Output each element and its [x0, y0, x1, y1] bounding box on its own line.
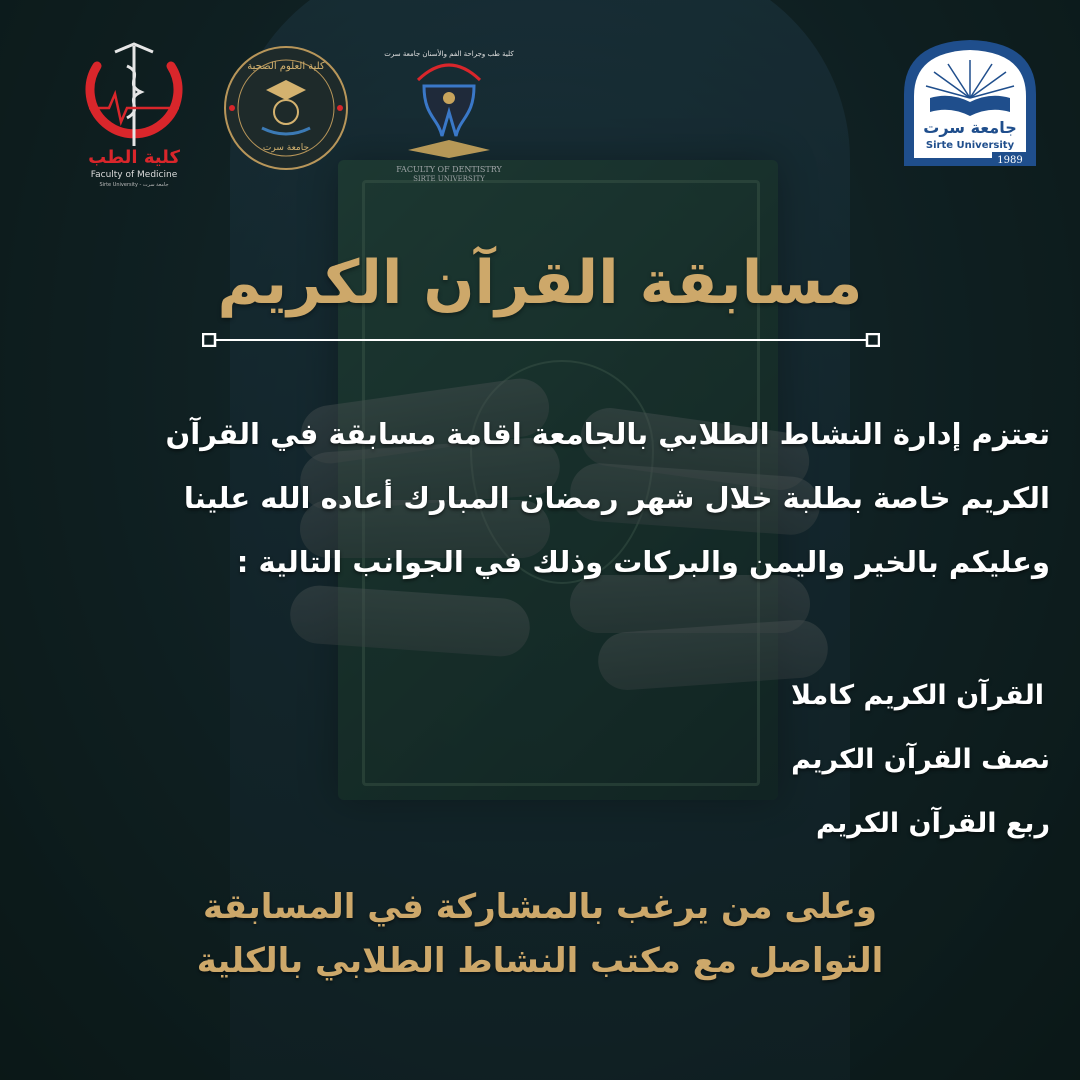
health-logo-university: جامعة سرت	[262, 143, 310, 153]
health-logo-ar: كلية العلوم الصحية	[247, 61, 325, 72]
intro-paragraph	[40, 402, 1050, 594]
sirte-logo-ar: جامعة سرت	[923, 118, 1017, 137]
health-sciences-logo	[222, 44, 350, 172]
dentistry-logo-ar: كلية طب وجراحة الفم والأسنان جامعة سرت	[384, 50, 514, 58]
sirte-logo-en: Sirte University	[925, 140, 1015, 151]
title-divider	[202, 333, 880, 347]
competition-aspects-list	[450, 664, 1050, 856]
list-item: القرآن الكريم كاملا	[791, 680, 1044, 711]
contact-note	[0, 880, 1080, 988]
page-title: مسابقة القرآن الكريم	[217, 248, 863, 318]
medicine-logo-ar: كلية الطب	[88, 147, 180, 168]
faculty-of-medicine-logo	[75, 36, 193, 188]
list-item: نصف القرآن الكريم	[791, 744, 1050, 775]
intro-line: وعليكم بالخير واليمن والبركات وذلك في الجوانب التالية :	[236, 545, 1050, 579]
medicine-logo-university: Sirte University - جامعة سرت	[99, 182, 169, 188]
sirte-university-logo	[900, 36, 1040, 170]
dentistry-logo-en: FACULTY OF DENTISTRY	[396, 165, 502, 174]
medicine-logo-en: Faculty of Medicine	[90, 170, 178, 180]
dentistry-logo	[378, 40, 520, 182]
contact-line: وعلى من يرغب بالمشاركة في المسابقة	[202, 887, 878, 927]
intro-line: الكريم خاصة بطلبة خلال شهر رمضان المبارك أعاده الله علينا	[183, 481, 1050, 515]
intro-line: تعتزم إدارة النشاط الطلابي بالجامعة اقامة مسابقة في القرآن	[165, 417, 1050, 451]
list-item: ربع القرآن الكريم	[815, 808, 1050, 839]
dentistry-logo-university: SIRTE UNIVERSITY	[413, 175, 485, 182]
contact-line: التواصل مع مكتب النشاط الطلابي بالكلية	[196, 941, 884, 981]
sirte-logo-year: 1989	[997, 155, 1023, 166]
